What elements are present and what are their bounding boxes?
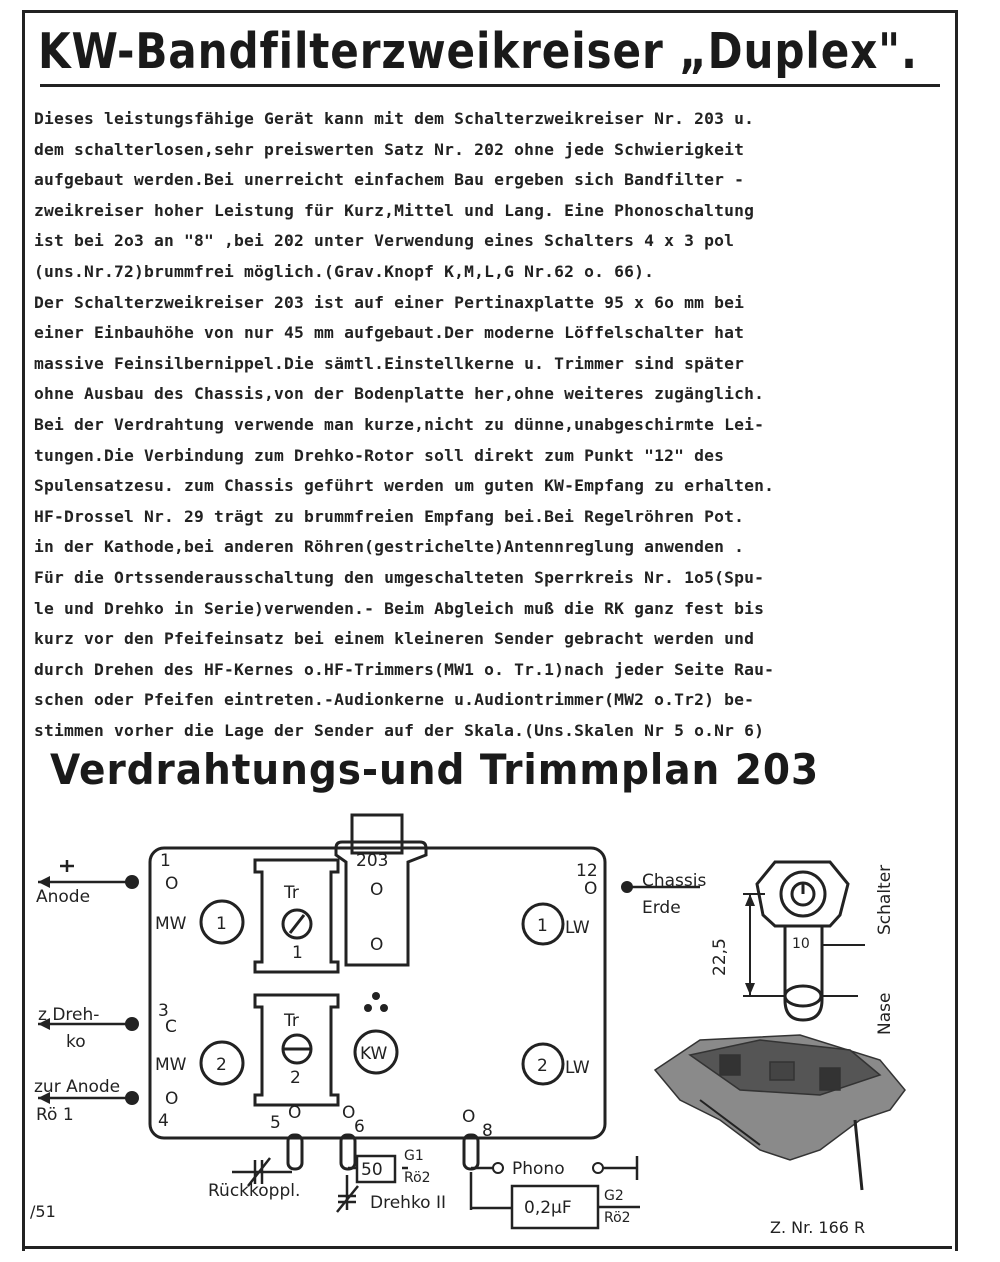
- paragraph-line: Der Schalterzweikreiser 203 ist auf einer Pertinaxplatte 95 x 6o mm bei: [34, 292, 745, 312]
- paragraph-line: Spulensatzesu. zum Chassis geführt werden um guten KW-Empfang zu erhalten.: [34, 476, 775, 496]
- paragraph-line: Dieses leistungsfähige Gerät kann mit dem Schalterzweikreiser Nr. 203 u.: [34, 109, 755, 128]
- pin-6: 6: [354, 1117, 365, 1137]
- label-tr2: Tr: [284, 1011, 299, 1031]
- pin-4-o: O: [165, 1089, 179, 1109]
- label-mw1-num: 1: [216, 914, 227, 934]
- page-number: /51: [30, 1202, 56, 1221]
- label-lw2-num: 2: [537, 1056, 548, 1076]
- label-tr2-num: 2: [290, 1068, 301, 1088]
- paragraph-line: in der Kathode,bei anderen Röhren(gestrichelte)Antennreglung anwenden .: [34, 537, 745, 557]
- label-anode: Anode: [36, 887, 91, 907]
- pin-1-o: O: [165, 874, 179, 894]
- label-tr1: Tr: [284, 883, 299, 903]
- paragraph-line: schen oder Pfeifen eintreten.-Audionkerne u.Audiontrimmer(MW2 o.Tr2) be-: [34, 690, 755, 710]
- pin-5-o: O: [288, 1103, 302, 1123]
- label-schalter: Schalter: [875, 864, 895, 935]
- label-tr1-num: 1: [292, 943, 303, 963]
- board-number: 203: [356, 851, 389, 871]
- pin-4: 4: [158, 1111, 169, 1131]
- pin-1: 1: [160, 851, 171, 871]
- label-mw1: MW: [155, 914, 187, 934]
- pin-8: 8: [482, 1121, 493, 1141]
- assembly-photo: [655, 1035, 905, 1190]
- label-phono: Phono: [512, 1159, 565, 1179]
- label-g1: G1: [404, 1148, 424, 1164]
- paragraph-line: massive Feinsilbernippel.Die sämtl.Einstellkerne u. Trimmer sind später: [34, 353, 745, 373]
- paragraph-line: ist bei 2o3 an "8" ,bei 202 unter Verwendung eines Schalters 4 x 3 pol: [34, 231, 735, 251]
- label-zur-anode: zur Anode: [34, 1077, 121, 1097]
- label-nase: Nase: [875, 992, 895, 1035]
- label-cap50: 50: [361, 1160, 383, 1180]
- label-dimension: 22,5: [710, 938, 730, 976]
- label-drehko-2: ko: [66, 1032, 86, 1052]
- pin-5-lead: [288, 1135, 302, 1169]
- paragraph-line: zweikreiser hoher Leistung für Kurz,Mittel und Lang. Eine Phonoschaltung: [34, 200, 755, 220]
- label-kw: KW: [360, 1044, 388, 1064]
- drawing-number: Z. Nr. 166 R: [770, 1218, 866, 1237]
- label-cap02: 0,2µF: [524, 1198, 572, 1218]
- pin-12-o: O: [584, 879, 598, 899]
- label-ten: 10: [792, 936, 810, 952]
- label-drehko2: Drehko II: [370, 1193, 447, 1213]
- label-mw2: MW: [155, 1055, 187, 1075]
- switch-o-top: O: [370, 880, 384, 900]
- paragraph-line: tungen.Die Verbindung zum Drehko-Rotor soll direkt zum Punkt "12" des: [34, 445, 725, 465]
- label-roe2b: Rö2: [604, 1210, 631, 1226]
- paragraph-line: le und Drehko in Serie)verwenden.- Beim Abgleich muß die RK ganz fest bis: [34, 598, 765, 618]
- label-drehko-1: z Dreh-: [38, 1005, 100, 1025]
- label-roe1: Rö 1: [36, 1105, 74, 1125]
- pin-5: 5: [270, 1113, 281, 1133]
- pin-8-o: O: [462, 1107, 476, 1127]
- paragraph-line: Bei der Verdrahtung verwende man kurze,nicht zu dünne,unabgeschirmte Lei-: [34, 414, 765, 434]
- label-mw2-num: 2: [216, 1055, 227, 1075]
- label-erde: Erde: [642, 898, 681, 918]
- paragraph-line: stimmen vorher die Lage der Sender auf der Skala.(Uns.Skalen Nr 5 o.Nr 6): [34, 720, 765, 740]
- label-lw1-num: 1: [537, 916, 548, 936]
- label-rueckkoppl: Rückkoppl.: [208, 1181, 301, 1201]
- paragraph-line: einer Einbauhöhe von nur 45 mm aufgebaut.Der moderne Löffelschalter hat: [34, 323, 745, 343]
- pin-6-o: O: [342, 1103, 356, 1123]
- label-roe2a: Rö2: [404, 1170, 431, 1186]
- label-lw2: LW: [565, 1058, 590, 1078]
- label-g2: G2: [604, 1188, 624, 1204]
- pin-12: 12: [576, 861, 598, 881]
- paragraph-line: Für die Ortssenderausschaltung den umgeschalteten Sperrkreis Nr. 1o5(Spu-: [34, 567, 765, 587]
- label-lw1: LW: [565, 918, 590, 938]
- paragraph-line: kurz vor den Pfeifeinsatz bei einem kleineren Sender gebracht werden und: [34, 629, 755, 649]
- pin-6-lead: [341, 1135, 355, 1169]
- paragraph-line: durch Drehen des HF-Kernes o.HF-Trimmers(MW1 o. Tr.1)nach jeder Seite Rau-: [34, 659, 775, 679]
- paragraph-line: HF-Drossel Nr. 29 trägt zu brummfreien Empfang bei.Bei Regelröhren Pot.: [34, 506, 745, 526]
- switch-o-bottom: O: [370, 935, 384, 955]
- pin-3: 3: [158, 1001, 169, 1021]
- paragraph-line: dem schalterlosen,sehr preiswerten Satz Nr. 202 ohne jede Schwierigkeit: [34, 139, 745, 159]
- paragraph-line: aufgebaut werden.Bei unerreicht einfachem Bau ergeben sich Bandfilter -: [34, 170, 745, 190]
- pin-8-lead: [464, 1135, 478, 1169]
- paragraph-line: (uns.Nr.72)brummfrei möglich.(Grav.Knopf K,M,L,G Nr.62 o. 66).: [34, 261, 655, 281]
- paragraph-line: ohne Ausbau des Chassis,von der Bodenplatte her,ohne weiteres zugänglich.: [34, 384, 765, 404]
- diagram-title: Verdrahtungs-und Trimmplan 203: [50, 745, 820, 794]
- label-chassis: Chassis: [642, 871, 707, 891]
- document-title: KW-Bandfilterzweikreiser „Duplex".: [38, 23, 918, 80]
- pin-3-c: C: [165, 1017, 177, 1037]
